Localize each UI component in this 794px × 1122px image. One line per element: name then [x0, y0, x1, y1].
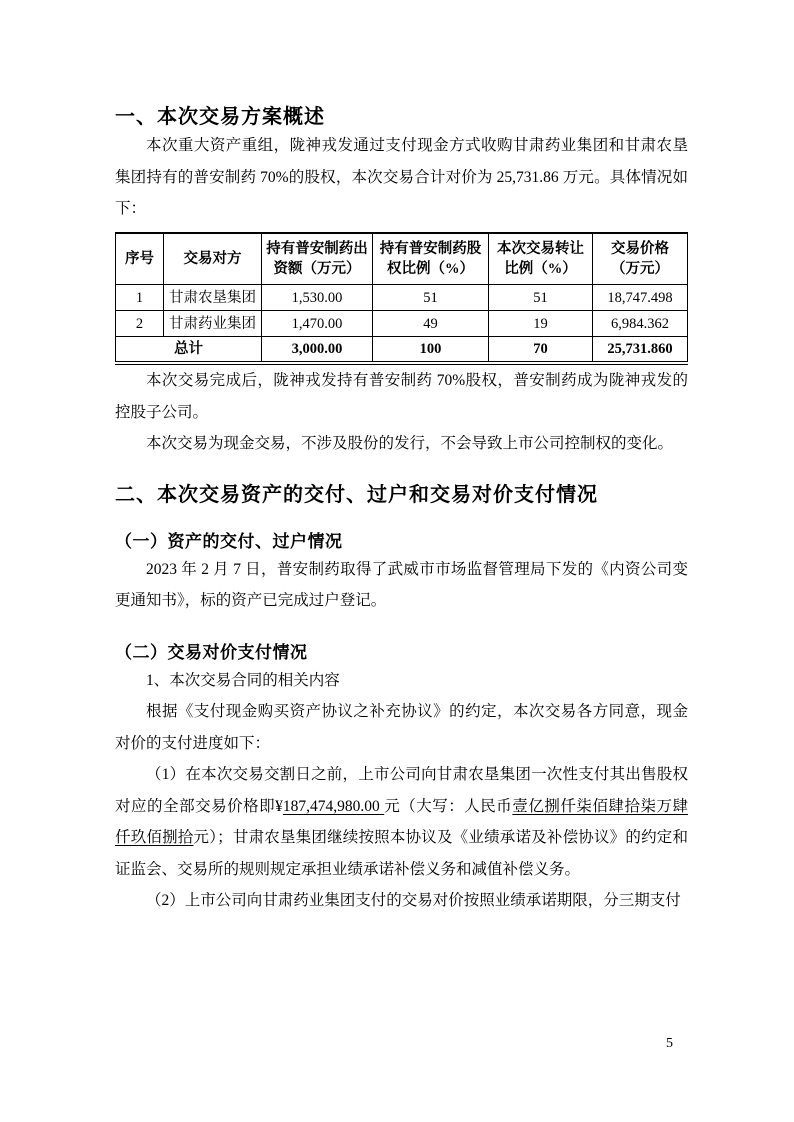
- section1-paragraph-result: 本次交易完成后，陇神戎发持有普安制药 70%股权，普安制药成为陇神戎发的控股子公司。: [115, 372, 688, 421]
- payment1-amount-words: 壹亿捌仟柒佰肆拾柒万肆仟玖佰捌拾: [115, 797, 688, 846]
- table-header-equity-ratio: 持有普安制药股权比例（%）: [373, 233, 489, 285]
- table-cell-equity-ratio: 49: [373, 311, 489, 337]
- document-content: [115, 0, 688, 917]
- table-header-transfer-ratio: 本次交易转让比例（%）: [489, 233, 593, 285]
- table-header-counterparty: 交易对方: [164, 233, 262, 285]
- table-header-price: 交易价格（万元）: [593, 233, 688, 285]
- table-cell-counterparty: 甘肃农垦集团: [164, 285, 262, 311]
- section1-paragraph-overview: 本次重大资产重组，陇神戎发通过支付现金方式收购甘肃药业集团和甘肃农垦集团持有的普安制药 70%的股权，本次交易合计对价为 25,731.86 万元。具体情况如下：: [115, 137, 688, 217]
- table-header-capital: 持有普安制药出资额（万元）: [262, 233, 373, 285]
- table-total-row: [116, 337, 688, 364]
- payment1-text: 元（大写：人民币: [384, 797, 513, 815]
- section2-sub1-heading: （一）资产的交付、过户情况: [115, 531, 343, 551]
- section2-sub2-item1-title: 1、本次交易合同的相关内容: [146, 671, 340, 689]
- table-cell-equity-ratio: 51: [373, 285, 489, 311]
- table-row: [116, 285, 688, 311]
- payment1-amount-numeric: 187,474,980.00: [282, 797, 385, 815]
- section2-sub2-paragraph-payment1: [115, 759, 688, 885]
- transaction-table: [115, 232, 688, 366]
- section2-sub2-paragraph-agreement: 根据《支付现金购买资产协议之补充协议》的约定，本次交易各方同意，现金对价的支付进度如下：: [115, 703, 688, 752]
- payment1-text: 元）；甘肃农垦集团继续按照本协议及《业绩承诺及补偿协议》的约定和证监会、交易所的规则规定承担业绩承诺补偿义务和减值补偿义务。: [115, 829, 688, 878]
- table-cell-index: 1: [116, 285, 164, 311]
- table-total-label: 总计: [116, 337, 262, 364]
- page-number: 5: [666, 1036, 673, 1051]
- table-cell-transfer-ratio: 51: [489, 285, 593, 311]
- table-header-index: 序号: [116, 233, 164, 285]
- table-cell-counterparty: 甘肃药业集团: [164, 311, 262, 337]
- section2-sub2-paragraph-payment2: （2）上市公司向甘肃药业集团支付的交易对价按照业绩承诺期限，分三期支付: [146, 892, 681, 909]
- table-total-capital: 3,000.00: [262, 337, 373, 364]
- table-total-transfer-ratio: 70: [489, 337, 593, 364]
- table-row: [116, 311, 688, 337]
- table-cell-price: 6,984.362: [593, 311, 688, 337]
- section1-heading: 一、本次交易方案概述: [115, 106, 325, 128]
- table-total-equity-ratio: 100: [373, 337, 489, 364]
- section2-sub1-paragraph: 2023 年 2 月 7 日，普安制药取得了武威市市场监督管理局下发的《内资公司变更通知书》，标的资产已完成过户登记。: [115, 560, 688, 609]
- table-cell-index: 2: [116, 311, 164, 337]
- table-cell-transfer-ratio: 19: [489, 311, 593, 337]
- section1-paragraph-cash-deal: 本次交易为现金交易，不涉及股份的发行，不会导致上市公司控制权的变化。: [146, 435, 674, 452]
- table-cell-price: 18,747.498: [593, 285, 688, 311]
- table-cell-capital: 1,530.00: [262, 285, 373, 311]
- payment1-text: （1）在本次交易交割日之前，上市公司向甘肃农垦集团一次性支付其出售股权对应的全部交易价格即¥: [115, 766, 688, 815]
- section2-heading: 二、本次交易资产的交付、过户和交易对价支付情况: [115, 483, 598, 506]
- table-cell-capital: 1,470.00: [262, 311, 373, 337]
- table-header-row: [116, 233, 688, 285]
- table-total-price: 25,731.860: [593, 337, 688, 364]
- section2-sub2-heading: （二）交易对价支付情况: [115, 642, 308, 662]
